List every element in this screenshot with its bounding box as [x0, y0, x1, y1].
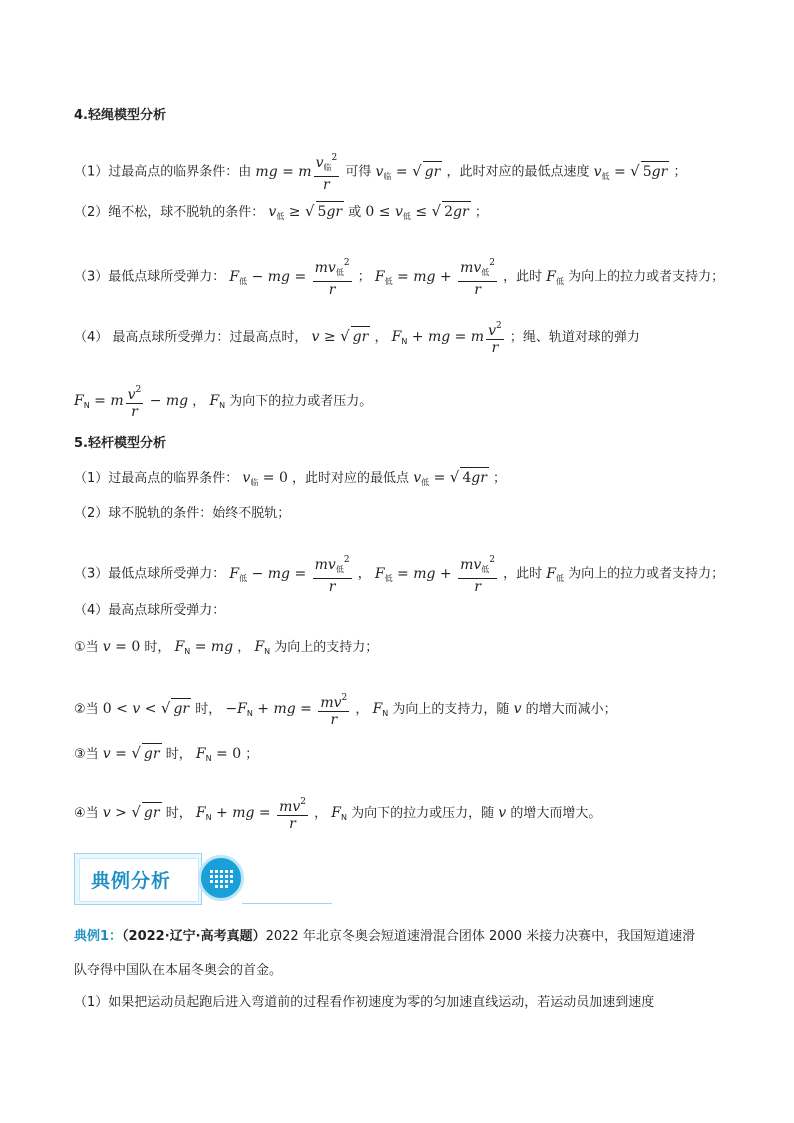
sec5-line-3 [74, 552, 724, 595]
banner-label: 典例分析 [91, 870, 172, 892]
formula: $F_N$ = mg [174, 639, 234, 656]
text: ③当 [74, 747, 99, 762]
sec5-line-1 [74, 467, 506, 493]
formula: $v_临 = 0$ [242, 470, 288, 487]
sec5-case-3 [74, 743, 258, 769]
formula: v = √ gr [102, 744, 160, 762]
sec5-case-2 [74, 690, 617, 728]
formula: v [498, 805, 507, 821]
text: ；绳、轨道对球的弹力 [509, 330, 640, 345]
banner-underline [242, 903, 332, 904]
text: 的增大而减小； [525, 702, 617, 717]
text: ， [357, 566, 371, 582]
text: 时， [165, 747, 192, 762]
text: ， [237, 640, 251, 655]
formula: $F_低$ [546, 268, 565, 286]
text: 的增大而增大。 [510, 806, 602, 821]
text: ， [374, 330, 388, 345]
formula: $F_N$ + mg = $\frac{mv^2}{r}$ [196, 805, 310, 821]
text: ； [357, 269, 371, 285]
formula: 0 < v < √ gr [102, 699, 190, 717]
text: ； [673, 164, 687, 180]
text: ， [192, 394, 206, 409]
sec5-line-2: （2）球不脱轨的条件：始终不脱轨； [74, 506, 291, 521]
text: ，此时对应的最低点 [292, 471, 410, 486]
dot-grid-icon [198, 855, 244, 901]
text: 为向下的拉力或者压力。 [229, 394, 373, 409]
formula: $F_N = 0$ [195, 746, 242, 763]
text: ②当 [74, 702, 99, 717]
formula: $F_低$ = mg + $\frac{mv_低^2}{r}$ [375, 269, 499, 285]
text: ； [474, 205, 488, 220]
formula: v ≥ √ gr [311, 327, 369, 345]
text: 或 [348, 205, 362, 220]
formula: $F_N$ + mg = m $\frac{v^2}{r}$ [392, 329, 506, 345]
section-5-title: 5.轻杆模型分析 [74, 436, 166, 451]
formula: $F_低$ = mg + $\frac{mv_低^2}{r}$ [375, 566, 499, 582]
formula: $F_N = m$ $\frac{v^2}{r}$ − mg [74, 393, 188, 409]
sec4-line-4 [74, 318, 640, 356]
formula: $F_低$ [546, 565, 565, 583]
formula: v = 0 [102, 639, 141, 655]
sec4-line-1 [74, 150, 686, 193]
formula: $F_低$ − mg = $\frac{mv_低^2}{r}$ [229, 269, 353, 285]
example-line-1 [74, 927, 695, 947]
text: ，此时 [503, 566, 543, 582]
example-source: （2022·辽宁·高考真题） [122, 929, 266, 944]
text: ； [493, 471, 507, 486]
formula: mg = m $\frac{v_临^2}{r}$ [255, 164, 341, 180]
sec5-line-4: （4）最高点球所受弹力： [74, 603, 226, 618]
text: ， [355, 702, 369, 717]
sec4-line-3 [74, 255, 724, 298]
example-line-3: （1）如果把运动员起跑后进入弯道前的过程看作初速度为零的匀加速直线运动，若运动员加速到速度 [74, 995, 655, 1010]
text: ， [314, 806, 328, 821]
text: 时， [144, 640, 171, 655]
text: 可得 [345, 164, 372, 180]
formula: $F_低$ − mg = $\frac{mv_低^2}{r}$ [229, 566, 353, 582]
text: ④当 [74, 806, 99, 821]
sec5-case-1 [74, 637, 378, 662]
text: （4） 最高点球所受弹力：过最高点时， [74, 330, 308, 345]
formula: $F_N$ [209, 393, 226, 410]
text: 为向上的拉力或者支持力； [568, 269, 725, 285]
formula: $v_低$ ≥ √ 5gr [268, 202, 343, 221]
text: （1）过最高点的临界条件：由 [74, 164, 252, 180]
text: ，此时对应的最低点速度 [446, 164, 590, 180]
formula: $-F_N$ + mg = $\frac{mv^2}{r}$ [225, 701, 351, 717]
formula: v > √ gr [102, 803, 160, 821]
example-line-2: 队夺得中国队在本届冬奥会的首金。 [74, 963, 283, 978]
text: （2）绳不松，球不脱轨的条件： [74, 205, 265, 220]
banner-box [74, 853, 202, 905]
text: 为向上的支持力； [274, 640, 379, 655]
example-label: 典例1： [74, 929, 123, 944]
text: 为向上的拉力或者支持力； [568, 566, 725, 582]
sec4-line-2 [74, 201, 488, 227]
sec5-case-4 [74, 794, 601, 832]
text: 时， [165, 806, 192, 821]
text: （1）过最高点的临界条件： [74, 471, 239, 486]
formula: $v_低$ = √ 4gr [413, 468, 487, 487]
text: 为向下的拉力或压力，随 [351, 806, 495, 821]
text: ①当 [74, 640, 99, 655]
section-4-title: 4.轻绳模型分析 [74, 108, 166, 123]
formula: $v_低$ = √ 5gr [593, 161, 668, 181]
example-text: 2022 年北京冬奥会短道速滑混合团体 2000 米接力决赛中，我国短道速滑 [265, 929, 696, 944]
text: 时， [195, 702, 222, 717]
text: （3）最低点球所受弹力： [74, 566, 226, 582]
formula: $F_N$ [254, 639, 271, 656]
formula: $F_N$ [331, 805, 347, 822]
text: ； [245, 747, 259, 762]
formula: v [513, 701, 522, 717]
formula: $0 \le v_低$ ≤ √ 2gr [365, 202, 469, 221]
formula: $F_N$ [372, 701, 389, 718]
sec4-line-5 [74, 382, 372, 420]
formula: $v_临$ = √ gr [375, 161, 441, 181]
text: 为向上的支持力，随 [392, 702, 510, 717]
text: （3）最低点球所受弹力： [74, 269, 226, 285]
text: ，此时 [503, 269, 543, 285]
